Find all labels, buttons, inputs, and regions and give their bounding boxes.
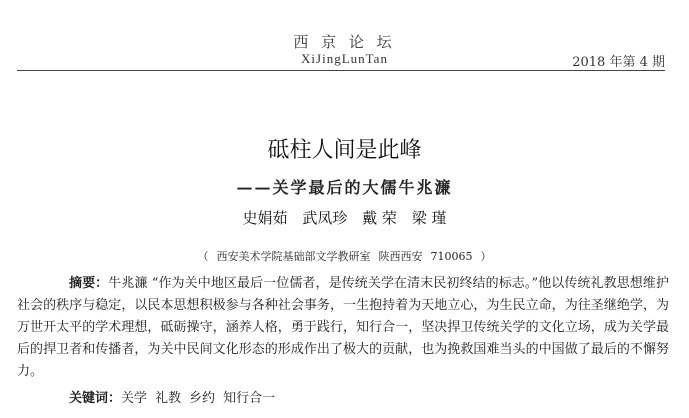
author-list xyxy=(0,207,689,228)
keyword: 乡约 xyxy=(189,391,216,406)
article-title: 砥柱人间是此峰 xyxy=(267,138,422,163)
affiliation-org: 西安美术学院基础部文学教研室 xyxy=(216,250,371,263)
keyword: 知行合一 xyxy=(223,391,276,406)
keywords-label: 关键词： xyxy=(69,391,122,406)
keyword: 关学 xyxy=(121,391,148,406)
affiliation-place: 陕西西安 xyxy=(378,250,423,263)
header-divider xyxy=(17,70,665,71)
abstract-text: 牛兆濂 “作为关中地区最后一位儒者，是传统关学在清末民初终结的标志。”他以传统礼教思想维护社会的秩序与稳定，以民本思想积极参与各种社会事务，一生抱持着为天地立心，为生民立命，为往圣继绝学，为万世开太平的学术理想，砥砺操守，涵养人格，勇于践行，知行合一，坚决捍卫传统关学的文化立场，成为关学最后的捍卫者和传播者，为关中民间文化形态的形成作出了极大的贡献，也为挽救国难当头的中国做了最后的不懈努力。 xyxy=(17,276,669,379)
abstract xyxy=(17,273,669,383)
abstract-label: 摘要： xyxy=(69,276,109,291)
issue-number: 2018 年第 4 期 xyxy=(572,55,665,70)
author-name: 史娟茹 xyxy=(242,209,288,227)
author-name: 戴 荣 xyxy=(362,209,397,227)
affiliation-close-paren: ） xyxy=(480,250,492,263)
author-name: 武凤珍 xyxy=(302,209,348,227)
keywords xyxy=(17,387,283,406)
affiliation-postcode: 710065 xyxy=(430,250,473,263)
author-affiliation xyxy=(0,248,689,264)
keyword: 礼教 xyxy=(155,391,182,406)
affiliation-open-paren: （ xyxy=(197,250,209,263)
author-name: 梁 瑾 xyxy=(411,209,447,227)
journal-name-chinese: 西 京 论 坛 xyxy=(293,33,396,51)
journal-name-pinyin: XiJingLunTan xyxy=(301,51,388,66)
article-subtitle: ——关学最后的大儒牛兆濂 xyxy=(236,178,453,197)
